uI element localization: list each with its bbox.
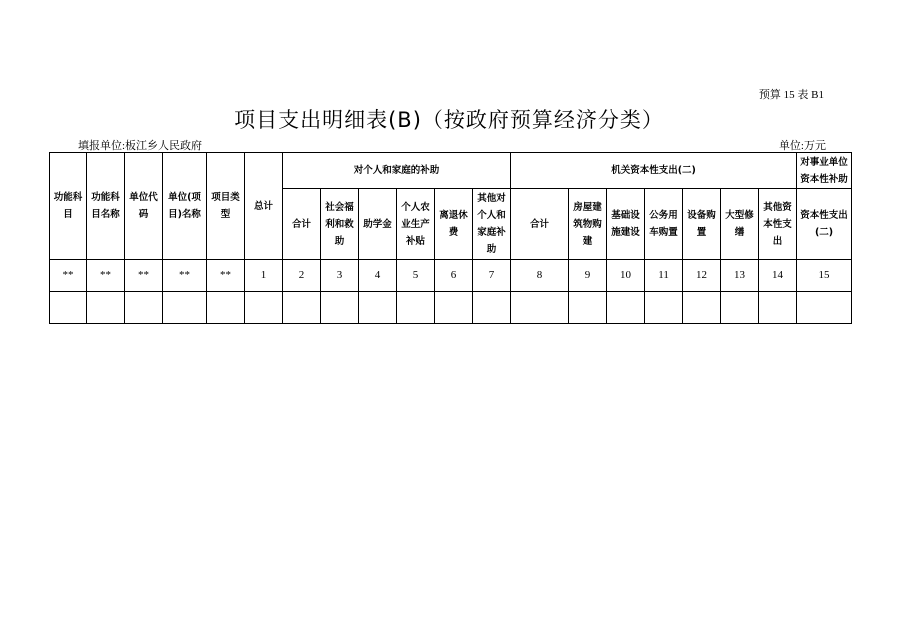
header-g2-vehicle: 公务用车购置 [645,189,683,260]
data-cell [473,292,511,324]
index-cell: 12 [683,260,721,292]
data-cell [87,292,125,324]
data-cell [435,292,473,324]
data-cell [797,292,852,324]
currency-unit: 单位:万元 [778,140,826,152]
index-cell: 13 [721,260,759,292]
index-cell: ** [163,260,207,292]
index-row [50,260,852,292]
header-g2-infrastructure: 基础设施建设 [607,189,645,260]
data-cell [569,292,607,324]
data-cell [607,292,645,324]
index-cell: 3 [321,260,359,292]
data-cell [283,292,321,324]
header-g2-repair: 大型修缮 [721,189,759,260]
header-group-institution-subsidy: 对事业单位资本性补助 [797,153,852,189]
header-group-household-subsidy: 对个人和家庭的补助 [283,153,511,189]
data-cell [511,292,569,324]
header-g3-capital: 资本性支出(二) [797,189,852,260]
data-cell [321,292,359,324]
filling-unit: 填报单位:板江乡人民政府 [78,140,203,152]
data-cell [645,292,683,324]
data-cell [163,292,207,324]
header-g1-welfare: 社会福利和救助 [321,189,359,260]
table-row [50,292,852,324]
index-cell: ** [50,260,87,292]
index-cell: 11 [645,260,683,292]
header-g1-agri-subsidy: 个人农业生产补贴 [397,189,435,260]
header-total: 总计 [245,153,283,260]
header-function-name: 功能科目名称 [87,153,125,260]
index-cell: 4 [359,260,397,292]
data-cell [683,292,721,324]
data-cell [359,292,397,324]
index-cell: 2 [283,260,321,292]
data-cell [721,292,759,324]
form-code: 预算 15 表 B1 [758,89,824,101]
header-unit-name: 单位(项目)名称 [163,153,207,260]
data-cell [50,292,87,324]
budget-table [49,152,852,324]
index-cell: 7 [473,260,511,292]
header-g1-subtotal: 合计 [283,189,321,260]
header-g1-other: 其他对个人和家庭补助 [473,189,511,260]
header-project-type: 项目类型 [207,153,245,260]
data-cell [759,292,797,324]
index-cell: 14 [759,260,797,292]
header-g2-other: 其他资本性支出 [759,189,797,260]
index-cell: 6 [435,260,473,292]
header-g2-building: 房屋建筑物购建 [569,189,607,260]
index-cell: 10 [607,260,645,292]
index-cell: 15 [797,260,852,292]
header-g1-retirement: 离退休费 [435,189,473,260]
index-cell: 8 [511,260,569,292]
page-title: 项目支出明细表(B)（按政府预算经济分类） [234,108,664,132]
header-g2-subtotal: 合计 [511,189,569,260]
header-unit-code: 单位代码 [125,153,163,260]
data-cell [397,292,435,324]
index-cell: 1 [245,260,283,292]
header-group-capital-expenditure: 机关资本性支出(二) [511,153,797,189]
data-cell [207,292,245,324]
index-cell: ** [125,260,163,292]
header-g1-scholarship: 助学金 [359,189,397,260]
index-cell: ** [207,260,245,292]
data-cell [125,292,163,324]
header-function-code: 功能科目 [50,153,87,260]
data-cell [245,292,283,324]
index-cell: 9 [569,260,607,292]
header-g2-equipment: 设备购置 [683,189,721,260]
index-cell: ** [87,260,125,292]
index-cell: 5 [397,260,435,292]
